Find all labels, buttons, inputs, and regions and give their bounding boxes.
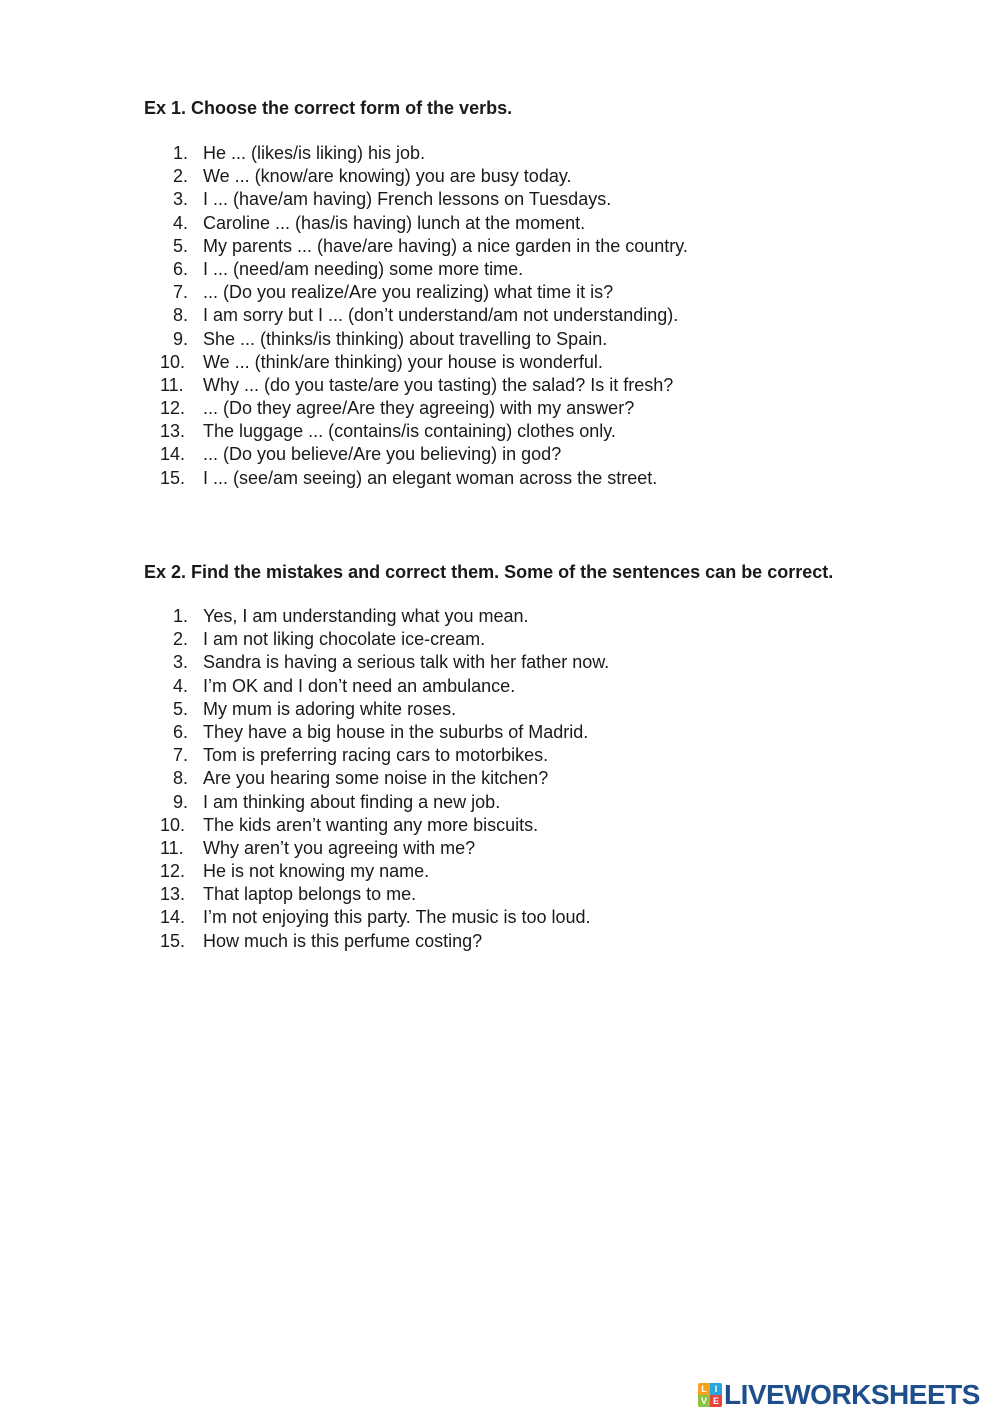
item-text: He is not knowing my name. — [203, 861, 430, 882]
item-number: 3. — [173, 652, 189, 673]
item-text: My parents ... (have/are having) a nice garden in the country. — [203, 235, 688, 256]
item-text: Tom is preferring racing cars to motorbikes. — [203, 745, 549, 766]
ex1-item-9 — [0, 328, 1000, 351]
item-number: 8. — [173, 305, 189, 326]
logo-mark-i: I — [710, 1383, 722, 1395]
ex2-item-11 — [0, 837, 1000, 860]
item-text: She ... (thinks/is thinking) about travelling to Spain. — [203, 328, 608, 349]
ex1-item-14 — [0, 443, 1000, 466]
item-number: 15. — [160, 930, 186, 951]
item-text: He ... (likes/is liking) his job. — [203, 143, 426, 163]
item-number: 13. — [160, 421, 186, 442]
item-text: Caroline ... (has/is having) lunch at the moment. — [203, 212, 586, 233]
ex1-item-2 — [0, 165, 1000, 188]
item-number: 2. — [173, 629, 189, 650]
item-number: 12. — [160, 861, 186, 882]
item-number: 6. — [173, 721, 189, 742]
item-text: My mum is adoring white roses. — [203, 698, 457, 719]
item-text: ... (Do you believe/Are you believing) in god? — [203, 444, 562, 465]
item-text: How much is this perfume costing? — [203, 930, 483, 951]
item-text: The luggage ... (contains/is containing) clothes only. — [203, 421, 616, 442]
ex2-item-1 — [0, 605, 1000, 628]
item-number: 9. — [173, 791, 189, 812]
item-text: Yes, I am understanding what you mean. — [203, 606, 529, 626]
ex2-item-14 — [0, 906, 1000, 929]
ex1-item-13 — [0, 420, 1000, 443]
item-number: 5. — [173, 698, 189, 719]
liveworksheets-logo-mark — [698, 1383, 722, 1407]
ex1-item-11 — [0, 374, 1000, 397]
ex2-item-3 — [0, 651, 1000, 674]
item-number: 10. — [160, 351, 186, 372]
ex1-item-4 — [0, 212, 1000, 235]
ex1-item-3 — [0, 188, 1000, 211]
liveworksheets-logo-text: LIVEWORKSHEETS — [724, 1379, 980, 1410]
item-text: We ... (know/are knowing) you are busy today. — [203, 166, 572, 187]
ex2-item-15 — [0, 930, 1000, 953]
ex1-item-8 — [0, 304, 1000, 327]
item-text: They have a big house in the suburbs of Madrid. — [203, 721, 589, 742]
ex1-item-1 — [0, 142, 1000, 165]
item-number: 10. — [160, 814, 186, 835]
item-text: I ... (see/am seeing) an elegant woman across the street. — [203, 467, 658, 488]
item-number: 1. — [173, 143, 189, 163]
item-number: 14. — [160, 444, 186, 465]
ex2-item-7 — [0, 744, 1000, 767]
item-number: 11. — [160, 374, 184, 395]
ex1-item-12 — [0, 397, 1000, 420]
ex1-item-7 — [0, 281, 1000, 304]
ex2-item-2 — [0, 628, 1000, 651]
ex1-item-15 — [0, 467, 1000, 490]
item-number: 13. — [160, 884, 186, 905]
item-text: I ... (need/am needing) some more time. — [203, 258, 524, 279]
item-number: 5. — [173, 235, 189, 256]
item-text: I am thinking about finding a new job. — [203, 791, 501, 812]
ex1-heading: Ex 1. Choose the correct form of the verbs. — [144, 98, 513, 118]
item-text: I am sorry but I ... (don’t understand/am not understanding). — [203, 305, 679, 326]
item-text: The kids aren’t wanting any more biscuits. — [203, 814, 539, 835]
item-number: 4. — [173, 212, 189, 233]
item-number: 4. — [173, 675, 189, 696]
item-text: We ... (think/are thinking) your house is wonderful. — [203, 351, 603, 372]
ex1-list — [0, 142, 1000, 490]
item-number: 1. — [173, 606, 189, 626]
item-number: 8. — [173, 768, 189, 789]
item-text: I am not liking chocolate ice-cream. — [203, 629, 486, 650]
ex2-item-12 — [0, 860, 1000, 883]
item-number: 12. — [160, 398, 186, 419]
ex2-list — [0, 605, 1000, 953]
item-text: Why ... (do you taste/are you tasting) the salad? Is it fresh? — [203, 374, 674, 395]
item-text: I ... (have/am having) French lessons on Tuesdays. — [203, 189, 612, 210]
item-text: Are you hearing some noise in the kitchen? — [203, 768, 549, 789]
item-text: That laptop belongs to me. — [203, 884, 417, 905]
item-number: 6. — [173, 258, 189, 279]
item-text: I’m not enjoying this party. The music is too loud. — [203, 907, 591, 928]
ex2-item-8 — [0, 767, 1000, 790]
ex2-item-13 — [0, 883, 1000, 906]
logo-mark-e: E — [710, 1395, 722, 1407]
ex2-item-9 — [0, 791, 1000, 814]
item-text: ... (Do you realize/Are you realizing) what time it is? — [203, 282, 614, 303]
item-text: Why aren’t you agreeing with me? — [203, 837, 476, 858]
item-text: Sandra is having a serious talk with her father now. — [203, 652, 610, 673]
item-text: ... (Do they agree/Are they agreeing) with my answer? — [203, 398, 635, 419]
item-text: I’m OK and I don’t need an ambulance. — [203, 675, 516, 696]
item-number: 7. — [173, 745, 189, 766]
ex2-heading: Ex 2. Find the mistakes and correct them. Some of the sentences can be correct. — [144, 562, 834, 582]
logo-mark-l: L — [698, 1383, 710, 1395]
item-number: 7. — [173, 282, 189, 303]
item-number: 15. — [160, 467, 186, 488]
ex1-item-10 — [0, 351, 1000, 374]
item-number: 9. — [173, 328, 189, 349]
item-number: 2. — [173, 166, 189, 187]
ex1-item-6 — [0, 258, 1000, 281]
item-number: 14. — [160, 907, 186, 928]
ex2-item-10 — [0, 814, 1000, 837]
ex2-item-6 — [0, 721, 1000, 744]
ex1-item-5 — [0, 235, 1000, 258]
item-number: 11. — [160, 837, 184, 858]
ex2-item-5 — [0, 698, 1000, 721]
liveworksheets-logo — [698, 1379, 980, 1411]
logo-mark-v: V — [698, 1395, 710, 1407]
ex2-item-4 — [0, 675, 1000, 698]
item-number: 3. — [173, 189, 189, 210]
